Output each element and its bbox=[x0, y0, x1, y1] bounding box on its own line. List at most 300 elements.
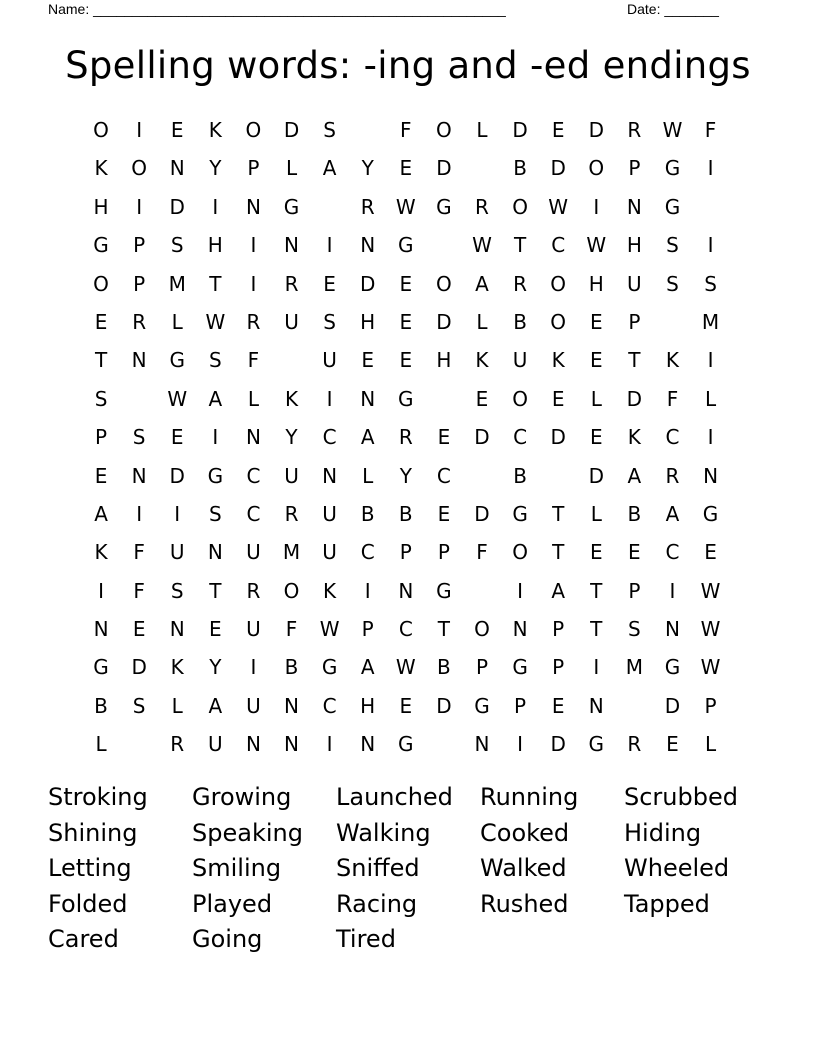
grid-cell: G bbox=[436, 578, 452, 603]
grid-cell: E bbox=[399, 156, 413, 181]
grid-cell: R bbox=[132, 309, 147, 334]
grid-cell: E bbox=[132, 617, 146, 642]
header bbox=[0, 0, 816, 20]
grid-cell: E bbox=[589, 425, 603, 450]
word-bank-item: Cared bbox=[48, 925, 119, 953]
grid-cell: L bbox=[476, 118, 488, 142]
grid-cell: A bbox=[551, 578, 566, 603]
grid-cell bbox=[615, 687, 653, 725]
grid-cell: E bbox=[589, 309, 603, 334]
grid-cell: D bbox=[512, 118, 528, 142]
grid-cell: O bbox=[512, 540, 528, 565]
grid-cell: F bbox=[285, 617, 298, 642]
grid-cell: K bbox=[475, 348, 489, 373]
grid-cell: U bbox=[246, 540, 261, 565]
grid-cell: K bbox=[627, 425, 641, 450]
grid-cell: O bbox=[93, 118, 109, 142]
grid-cell: B bbox=[284, 655, 299, 680]
grid-cell: N bbox=[398, 578, 414, 603]
grid-row bbox=[82, 687, 730, 725]
grid-cell: C bbox=[246, 463, 261, 488]
grid-cell: T bbox=[552, 540, 565, 565]
grid-cell: R bbox=[284, 501, 299, 526]
grid-row bbox=[82, 610, 730, 648]
grid-cell: N bbox=[245, 194, 261, 219]
grid-row bbox=[82, 188, 730, 226]
grid-cell: N bbox=[322, 463, 338, 488]
grid-cell: D bbox=[436, 693, 452, 718]
grid-cell: O bbox=[474, 617, 490, 642]
word-bank-item: Going bbox=[192, 925, 263, 953]
date-field: Date: _______ bbox=[627, 1, 719, 17]
grid-cell: D bbox=[131, 655, 147, 680]
grid-cell: A bbox=[475, 271, 489, 296]
grid-cell: W bbox=[700, 617, 721, 642]
grid-cell: N bbox=[169, 617, 185, 642]
grid-cell: I bbox=[707, 156, 714, 181]
grid-cell: N bbox=[474, 732, 490, 757]
grid-cell: M bbox=[701, 309, 720, 334]
grid-cell: G bbox=[283, 194, 300, 219]
grid-cell: D bbox=[664, 693, 681, 718]
grid-row bbox=[82, 418, 730, 456]
grid-cell bbox=[425, 380, 463, 418]
grid-cell: U bbox=[169, 540, 185, 565]
word-bank-item: Running bbox=[480, 783, 579, 811]
grid-cell: M bbox=[625, 655, 643, 680]
grid-cell: I bbox=[593, 655, 600, 680]
grid-cell: I bbox=[250, 233, 257, 258]
grid-row bbox=[82, 648, 730, 686]
grid-cell: R bbox=[627, 118, 642, 142]
grid-cell: T bbox=[94, 348, 108, 373]
grid-cell: N bbox=[169, 156, 185, 181]
grid-cell bbox=[463, 457, 501, 495]
grid-cell: P bbox=[399, 540, 412, 565]
name-field: Name: _____________________________________________________ bbox=[48, 1, 506, 17]
grid-cell: C bbox=[322, 425, 337, 450]
grid-cell: P bbox=[628, 578, 641, 603]
grid-cell: I bbox=[669, 578, 676, 603]
word-bank-item: Folded bbox=[48, 889, 128, 918]
grid-cell: N bbox=[360, 732, 376, 757]
grid-cell: I bbox=[364, 578, 371, 603]
grid-cell: L bbox=[247, 386, 259, 411]
grid-cell: E bbox=[551, 386, 565, 411]
grid-cell: L bbox=[704, 732, 717, 757]
grid-cell: I bbox=[517, 578, 524, 603]
grid-cell: I bbox=[707, 233, 714, 258]
grid-cell: P bbox=[475, 655, 489, 680]
grid-cell: G bbox=[93, 233, 109, 258]
grid-cell: C bbox=[246, 501, 261, 526]
grid-cell: I bbox=[707, 425, 714, 450]
grid-cell: G bbox=[512, 655, 528, 680]
grid-cell: N bbox=[93, 617, 109, 642]
grid-cell: C bbox=[551, 233, 566, 258]
grid-cell: T bbox=[590, 578, 603, 603]
grid-cell: Y bbox=[209, 156, 222, 181]
grid-cell: O bbox=[436, 118, 452, 142]
grid-cell: E bbox=[399, 271, 413, 296]
grid-cell: F bbox=[666, 386, 679, 411]
grid-cell: I bbox=[326, 386, 333, 411]
grid-cell: S bbox=[170, 233, 184, 258]
grid-cell: E bbox=[94, 309, 108, 334]
grid-cell: B bbox=[360, 501, 375, 526]
word-bank-item: Speaking bbox=[192, 818, 303, 847]
grid-cell: E bbox=[589, 348, 603, 373]
grid-cell: N bbox=[703, 463, 719, 488]
grid-cell bbox=[463, 149, 501, 187]
grid-cell: D bbox=[360, 271, 376, 296]
grid-cell: E bbox=[399, 693, 413, 718]
grid-cell: N bbox=[360, 233, 376, 258]
grid-cell: F bbox=[133, 540, 145, 565]
grid-cell: B bbox=[398, 501, 413, 526]
grid-cell: K bbox=[551, 348, 565, 373]
grid-cell: S bbox=[170, 578, 184, 603]
grid-cell: W bbox=[395, 655, 416, 680]
word-bank-item: Tapped bbox=[624, 889, 710, 918]
word-bank-item: Walking bbox=[336, 818, 431, 847]
grid-row bbox=[82, 572, 730, 610]
grid-cell: N bbox=[284, 732, 299, 757]
grid-cell: O bbox=[550, 309, 567, 334]
word-bank-item: Cooked bbox=[480, 818, 570, 847]
grid-cell: G bbox=[588, 732, 605, 757]
grid-cell: Y bbox=[399, 463, 412, 488]
grid-cell: D bbox=[550, 732, 566, 757]
grid-cell: P bbox=[133, 271, 146, 296]
grid-cell: L bbox=[95, 732, 107, 757]
grid-cell: G bbox=[702, 501, 719, 526]
grid-cell: W bbox=[395, 194, 416, 219]
grid-cell: W bbox=[472, 233, 492, 258]
grid-cell bbox=[425, 725, 463, 763]
word-bank-item: Wheeled bbox=[624, 854, 730, 882]
grid-cell: R bbox=[246, 309, 261, 334]
grid-cell: S bbox=[132, 425, 146, 450]
grid-cell: E bbox=[704, 540, 717, 565]
grid-cell: U bbox=[246, 693, 261, 718]
grid-cell: E bbox=[94, 463, 108, 488]
grid-row bbox=[82, 149, 730, 187]
grid-cell: U bbox=[512, 348, 528, 373]
grid-cell: T bbox=[513, 233, 527, 258]
grid-cell: L bbox=[171, 309, 183, 334]
grid-cell: E bbox=[170, 118, 184, 142]
grid-cell: R bbox=[246, 578, 261, 603]
grid-cell: Y bbox=[361, 156, 374, 181]
grid-cell: H bbox=[360, 309, 376, 334]
grid-cell: C bbox=[360, 540, 375, 565]
grid-cell: P bbox=[552, 617, 565, 642]
grid-cell: R bbox=[475, 194, 489, 219]
grid-cell: F bbox=[704, 118, 717, 142]
grid-cell: P bbox=[247, 156, 260, 181]
grid-cell: S bbox=[132, 693, 146, 718]
grid-cell: B bbox=[94, 693, 108, 718]
grid-row bbox=[82, 380, 730, 418]
grid-cell: B bbox=[627, 501, 642, 526]
grid-cell: U bbox=[284, 463, 299, 488]
grid-cell: N bbox=[207, 540, 223, 565]
grid-cell: P bbox=[704, 693, 717, 718]
grid-cell: S bbox=[94, 386, 108, 411]
grid-cell: P bbox=[628, 309, 641, 334]
grid-cell bbox=[272, 341, 310, 379]
grid-cell: F bbox=[476, 540, 488, 565]
grid-cell: A bbox=[322, 156, 337, 181]
grid-cell: G bbox=[93, 655, 109, 680]
grid-cell: Y bbox=[209, 655, 222, 680]
grid-cell: T bbox=[628, 348, 641, 373]
grid-cell: N bbox=[245, 732, 261, 757]
grid-cell: I bbox=[326, 732, 333, 757]
grid-cell: B bbox=[513, 463, 527, 488]
grid-cell: U bbox=[322, 501, 337, 526]
grid-cell: G bbox=[398, 732, 414, 757]
grid-cell: G bbox=[398, 386, 414, 411]
grid-cell: C bbox=[513, 425, 528, 450]
grid-cell: W bbox=[205, 309, 226, 334]
grid-cell: I bbox=[212, 425, 219, 450]
grid-cell: R bbox=[170, 732, 185, 757]
grid-cell: H bbox=[207, 233, 223, 258]
grid-cell: N bbox=[588, 693, 604, 718]
word-bank-item: Walked bbox=[480, 854, 567, 882]
grid-cell bbox=[120, 380, 158, 418]
grid-cell: W bbox=[548, 194, 569, 219]
grid-cell: W bbox=[319, 617, 340, 642]
grid-cell: E bbox=[399, 309, 413, 334]
grid-cell: E bbox=[361, 348, 375, 373]
grid-row bbox=[82, 341, 730, 379]
grid-cell: H bbox=[626, 233, 642, 258]
grid-cell: I bbox=[174, 501, 181, 526]
grid-cell: R bbox=[360, 194, 375, 219]
grid-cell bbox=[692, 188, 730, 226]
grid-cell: I bbox=[250, 655, 257, 680]
grid-row bbox=[82, 226, 730, 264]
word-bank-item: Stroking bbox=[48, 783, 148, 811]
grid-cell: E bbox=[551, 693, 565, 718]
grid-cell: I bbox=[517, 732, 524, 757]
grid-cell: E bbox=[551, 118, 565, 142]
word-bank-item: Racing bbox=[336, 889, 418, 918]
grid-cell: U bbox=[246, 617, 261, 642]
grid-cell: W bbox=[700, 655, 721, 680]
grid-cell: S bbox=[666, 233, 679, 258]
grid-cell: G bbox=[207, 463, 224, 488]
grid-cell: N bbox=[360, 386, 376, 411]
grid-cell: K bbox=[170, 655, 184, 680]
grid-cell: R bbox=[398, 425, 413, 450]
grid-cell: N bbox=[284, 693, 299, 718]
grid-cell: E bbox=[209, 617, 222, 642]
grid-cell: P bbox=[95, 425, 108, 450]
grid-cell: C bbox=[436, 463, 451, 488]
grid-row bbox=[82, 725, 730, 763]
grid-cell: B bbox=[513, 156, 527, 181]
grid-cell: P bbox=[437, 540, 450, 565]
grid-cell: U bbox=[627, 271, 642, 296]
grid-cell: E bbox=[589, 540, 603, 565]
grid-cell: D bbox=[588, 463, 604, 488]
grid-cell: U bbox=[284, 309, 299, 334]
grid-cell: U bbox=[208, 732, 223, 757]
grid-cell: W bbox=[700, 578, 721, 603]
grid-cell: T bbox=[437, 617, 450, 642]
grid-cell: S bbox=[208, 501, 222, 526]
grid-cell: Y bbox=[285, 425, 298, 450]
grid-cell bbox=[463, 572, 501, 610]
grid-cell: E bbox=[323, 271, 336, 296]
grid-cell: I bbox=[136, 194, 143, 219]
grid-cell: A bbox=[360, 655, 375, 680]
grid-cell: D bbox=[436, 156, 452, 181]
grid-cell: N bbox=[664, 617, 680, 642]
page-title: Spelling words: -ing and -ed endings bbox=[65, 44, 751, 87]
word-bank-item: Letting bbox=[48, 854, 132, 882]
grid-cell: N bbox=[626, 194, 642, 219]
grid-cell: D bbox=[550, 156, 566, 181]
grid-cell bbox=[653, 303, 691, 341]
grid-cell: R bbox=[513, 271, 528, 296]
grid-cell: C bbox=[665, 425, 680, 450]
grid-cell: I bbox=[707, 348, 714, 373]
grid-cell: C bbox=[665, 540, 680, 565]
grid-cell: D bbox=[436, 309, 452, 334]
grid-cell: O bbox=[588, 156, 605, 181]
grid-cell: H bbox=[588, 271, 604, 296]
grid-cell: D bbox=[474, 501, 490, 526]
grid-cell: L bbox=[285, 156, 298, 181]
grid-cell: K bbox=[665, 348, 680, 373]
grid-cell: A bbox=[94, 501, 108, 526]
word-bank-item: Growing bbox=[192, 783, 292, 811]
grid-cell: U bbox=[322, 348, 337, 373]
grid-cell: O bbox=[512, 386, 528, 411]
grid-cell: W bbox=[662, 118, 683, 142]
grid-cell: K bbox=[284, 386, 299, 411]
word-bank-item: Smiling bbox=[192, 854, 282, 882]
grid-cell: W bbox=[586, 233, 607, 258]
grid-cell: N bbox=[131, 463, 147, 488]
grid-cell: F bbox=[400, 118, 412, 142]
grid-cell: G bbox=[664, 655, 681, 680]
grid-cell: E bbox=[666, 732, 679, 757]
grid-cell: F bbox=[247, 348, 260, 373]
grid-cell: G bbox=[321, 655, 338, 680]
grid-cell: M bbox=[282, 540, 301, 565]
grid-cell: E bbox=[437, 501, 451, 526]
grid-row bbox=[82, 111, 730, 149]
grid-row bbox=[82, 533, 730, 571]
grid-cell: P bbox=[133, 233, 146, 258]
grid-cell: O bbox=[550, 271, 567, 296]
grid-cell: U bbox=[322, 540, 337, 565]
grid-cell: P bbox=[361, 617, 374, 642]
word-bank-item: Sniffed bbox=[336, 854, 420, 882]
grid-cell bbox=[539, 457, 577, 495]
grid-cell: K bbox=[94, 156, 108, 181]
grid-cell: S bbox=[628, 617, 641, 642]
grid-cell: A bbox=[208, 693, 223, 718]
grid-row bbox=[82, 457, 730, 495]
grid-cell: I bbox=[326, 233, 333, 258]
grid-cell: R bbox=[627, 732, 642, 757]
grid-cell: I bbox=[250, 271, 257, 296]
grid-cell: D bbox=[283, 118, 300, 142]
word-bank-item: Shining bbox=[48, 818, 138, 847]
grid-cell: O bbox=[245, 118, 262, 142]
grid-row bbox=[82, 303, 730, 341]
grid-cell: I bbox=[593, 194, 600, 219]
word-search-grid bbox=[82, 111, 730, 764]
grid-cell: N bbox=[284, 233, 299, 258]
grid-cell: L bbox=[171, 693, 183, 718]
grid-cell: B bbox=[513, 309, 527, 334]
grid-cell: P bbox=[514, 693, 527, 718]
grid-cell: C bbox=[322, 693, 337, 718]
grid-cell: S bbox=[704, 271, 717, 296]
grid-cell: I bbox=[212, 194, 219, 219]
grid-cell bbox=[311, 188, 349, 226]
grid-cell: A bbox=[665, 501, 680, 526]
grid-cell: N bbox=[131, 348, 147, 373]
grid-cell: N bbox=[245, 425, 261, 450]
grid-cell: O bbox=[93, 271, 109, 296]
grid-cell bbox=[349, 111, 387, 149]
grid-cell: K bbox=[208, 118, 222, 142]
grid-cell: D bbox=[474, 425, 490, 450]
grid-cell: O bbox=[283, 578, 300, 603]
grid-cell: B bbox=[437, 655, 451, 680]
grid-cell: I bbox=[136, 501, 143, 526]
grid-cell: A bbox=[360, 425, 375, 450]
grid-cell: L bbox=[590, 386, 602, 411]
grid-cell: F bbox=[133, 578, 145, 603]
word-bank-item: Hiding bbox=[624, 818, 702, 847]
grid-cell: I bbox=[98, 578, 104, 603]
grid-cell: H bbox=[93, 194, 109, 219]
grid-cell: P bbox=[552, 655, 565, 680]
grid-cell: E bbox=[628, 540, 641, 565]
grid-cell: E bbox=[437, 425, 451, 450]
grid-cell: E bbox=[170, 425, 184, 450]
grid-cell: O bbox=[436, 271, 452, 296]
grid-cell: G bbox=[436, 194, 452, 219]
grid-cell: D bbox=[169, 194, 185, 219]
grid-cell: L bbox=[704, 386, 717, 411]
grid-cell: G bbox=[512, 501, 528, 526]
word-bank-item: Rushed bbox=[480, 889, 569, 918]
grid-cell: C bbox=[398, 617, 413, 642]
word-bank-item: Tired bbox=[336, 925, 396, 953]
grid-cell: D bbox=[550, 425, 566, 450]
grid-row bbox=[82, 265, 730, 303]
grid-cell: N bbox=[512, 617, 528, 642]
grid-cell: S bbox=[208, 348, 222, 373]
grid-cell: A bbox=[627, 463, 642, 488]
grid-cell: T bbox=[590, 617, 603, 642]
grid-cell: S bbox=[323, 118, 336, 142]
grid-cell: T bbox=[209, 578, 222, 603]
grid-cell: L bbox=[590, 501, 602, 526]
grid-cell: M bbox=[168, 271, 186, 296]
